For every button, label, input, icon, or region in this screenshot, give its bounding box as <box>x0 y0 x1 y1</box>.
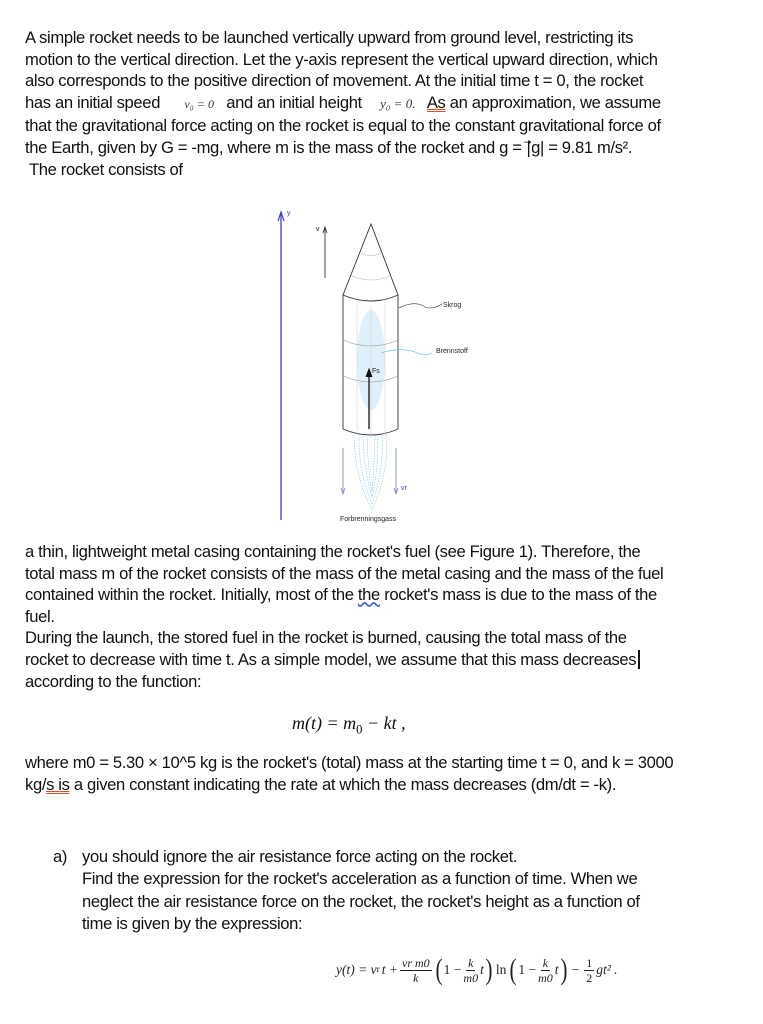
body-line-7: according to the function: <box>25 671 202 691</box>
hull-label: Skrog <box>443 302 462 309</box>
intro-line-5: that the gravitational force acting on the rocket is equal to the constant gravitational force of <box>25 116 661 136</box>
part-a-line-3: neglect the air resistance force on the rocket, the rocket's height as a function of <box>82 891 640 911</box>
fraction-k-over-m0: $\frac{k}{m0}$ <box>463 955 479 985</box>
y0-math: y₀ = 0. <box>380 95 416 111</box>
v0-math: v₀ = 0 <box>184 96 214 111</box>
mass-equation: $m(t) = m_0$ − kt , <box>292 713 406 737</box>
body-line-3: contained within the rocket. Initially, most of the the rocket's mass is due to the mass of the <box>25 585 657 605</box>
fuel-label: Brennstoff <box>436 348 468 355</box>
part-a-line-1: you should ignore the air resistance force acting on the rocket. <box>82 847 518 866</box>
intro-line-1: A simple rocket needs to be launched vertically upward from ground level, restricting its <box>25 28 634 47</box>
grammar-duplicate-word[interactable]: the <box>357 585 380 605</box>
part-a-line-2: Find the expression for the rocket's acceleration as a function of time. When we <box>82 869 638 889</box>
intro-line-3: also corresponds to the positive direction of movement. At the initial time t = 0, the rocket <box>25 71 644 91</box>
fraction-vr-m0-over-k: $\frac{\text{vr m0}}{k}$ <box>402 955 430 985</box>
question-part-a <box>53 846 743 936</box>
exhaust-velocity-label: vr <box>401 485 407 492</box>
spellcheck-as[interactable]: As <box>426 92 446 112</box>
body-paragraph <box>25 541 745 692</box>
exhaust-velocity-arrows-icon <box>341 448 398 494</box>
body-line-6: rocket to decrease with time t. As a simple model, we assume that this mass decreases <box>25 649 745 671</box>
fraction-k-over-m0-2: $\frac{k}{m0}$ <box>538 955 553 985</box>
body-line-5: During the launch, the stored fuel in the rocket is burned, causing the total mass of the <box>25 628 627 648</box>
y-axis-arrow-icon <box>278 212 284 520</box>
where-paragraph <box>25 752 745 795</box>
y-axis-label: y <box>287 210 291 217</box>
where-line-2: kg/s is a given constant indicating the rate at which the mass decreases (dm/dt = -k). <box>25 774 617 794</box>
list-marker-a: a) <box>53 847 68 866</box>
thrust-label: Fs <box>372 368 380 375</box>
body-line-1: a thin, lightweight metal casing containing the rocket's fuel (see Figure 1). Therefore, the <box>25 542 641 561</box>
spellcheck-s-is[interactable]: s is <box>46 774 70 794</box>
exhaust-label: Forbrenningsgass <box>340 516 397 523</box>
part-a-line-4: time is given by the expression: <box>82 914 303 934</box>
velocity-label: v <box>316 226 320 233</box>
text-cursor <box>638 650 640 669</box>
height-equation: y(t) = v r t + $\frac{\text{vr m0}}{k}$ ( 1 − $\frac{k}{m0}$ t ) ln ( 1 − $\frac{k}{m0}$ t ) − $\frac{1}{2}$ gt² . <box>336 953 618 986</box>
rocket-diagram <box>260 200 500 530</box>
where-line-1: where m0 = 5.30 × 10^5 kg is the rocket's (total) mass at the starting time t = 0, and k = 3000 <box>25 753 674 772</box>
intro-line-7: The rocket consists of <box>29 159 183 179</box>
intro-line-6: the Earth, given by G = -mg, where m is the mass of the rocket and g = |⃗g| = 9.81 m/s². <box>25 137 633 157</box>
intro-line-4: has an initial speed v₀ = 0 and an initial height y₀ = 0. As an approximation, we assume <box>25 92 661 112</box>
rocket-figure <box>260 200 500 530</box>
body-line-4: fuel. <box>25 606 55 626</box>
velocity-arrow-icon <box>323 227 327 278</box>
intro-line-2: motion to the vertical direction. Let the y-axis represent the vertical upward direction, which <box>25 49 658 69</box>
body-line-2: total mass m of the rocket consists of the mass of the metal casing and the mass of the fuel <box>25 563 664 583</box>
fraction-one-half: $\frac{1}{2}$ <box>586 955 593 985</box>
intro-paragraph <box>25 27 745 180</box>
exhaust-plume-icon <box>355 432 387 510</box>
